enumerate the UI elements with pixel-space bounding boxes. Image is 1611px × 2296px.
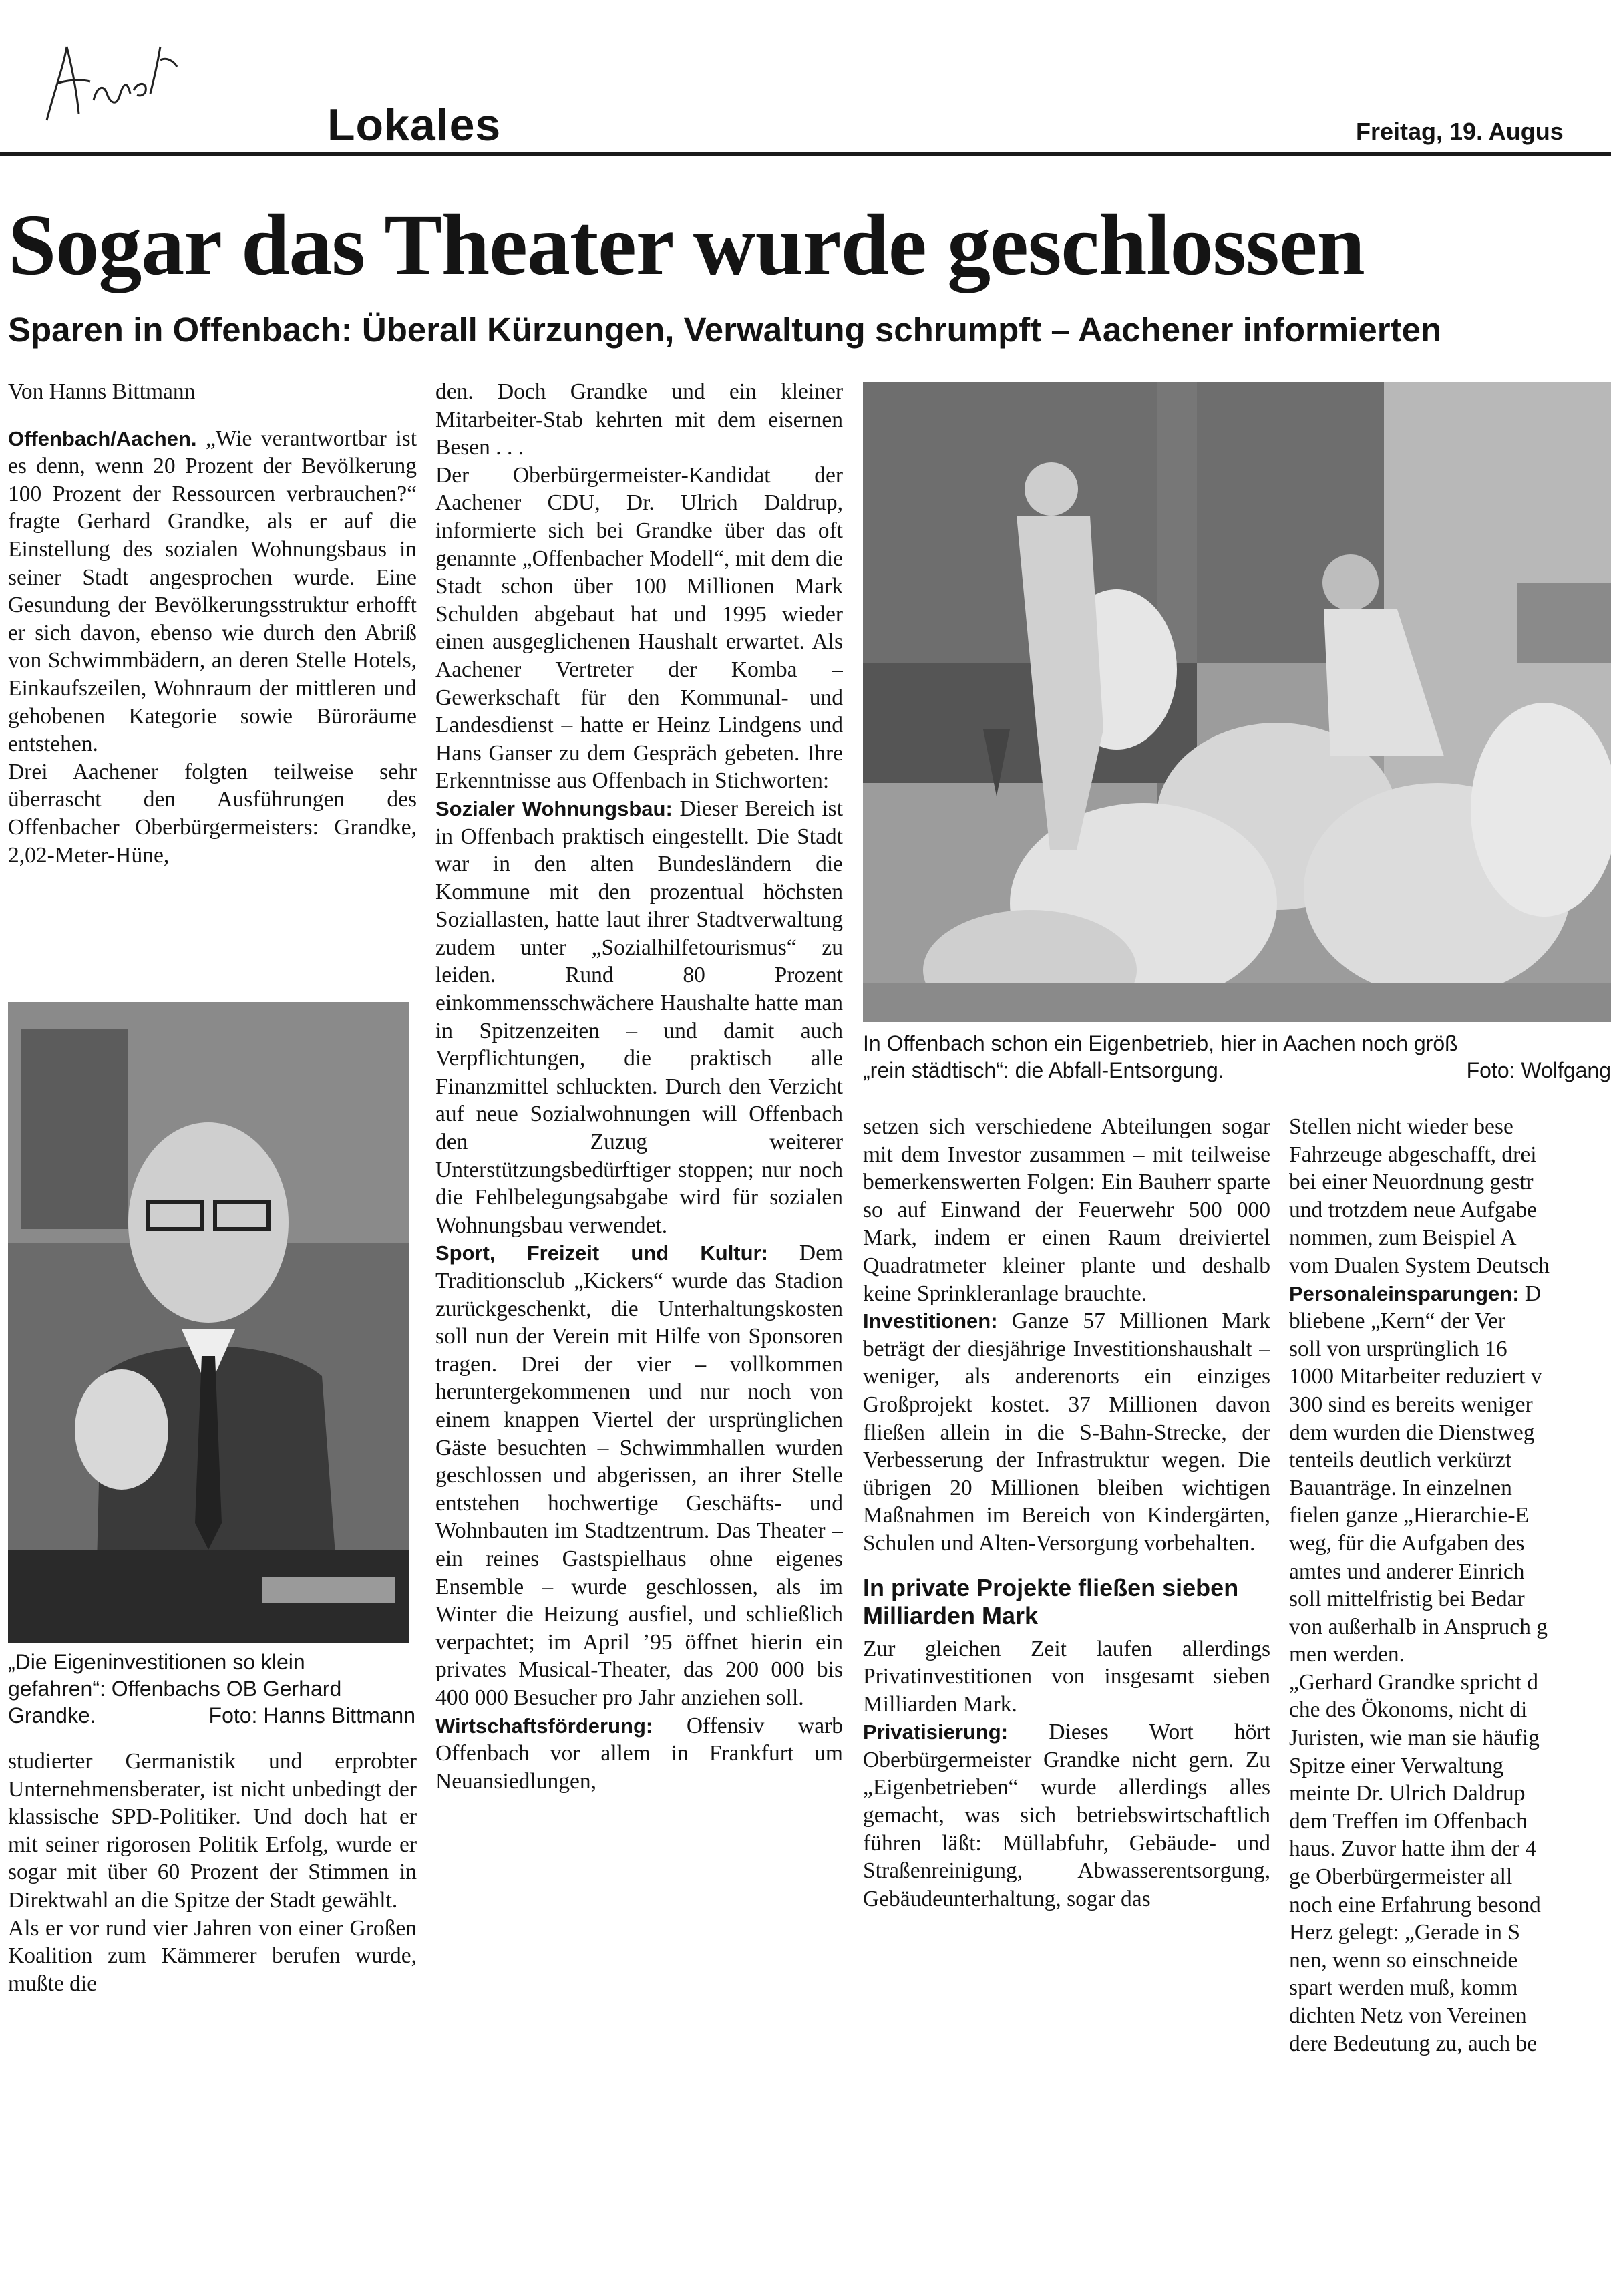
- paragraph-text: 1000 Mitarbeiter reduziert v: [1289, 1364, 1542, 1389]
- paragraph: [1289, 1752, 1611, 1780]
- paragraph-text: „Gerhard Grandke spricht d: [1289, 1669, 1538, 1695]
- paragraph: [1289, 1891, 1611, 1919]
- paragraph-text: Fahrzeuge abgeschafft, drei: [1289, 1142, 1537, 1167]
- paragraph: [863, 1635, 1270, 1719]
- paragraph-keyword: Privatisierung:: [863, 1720, 1009, 1744]
- column-3-text: [863, 1113, 1270, 1558]
- paragraph: [1289, 1835, 1611, 1863]
- paragraph-text: bliebene „Kern“ der Ver: [1289, 1309, 1505, 1334]
- paragraph-text: Der Oberbürgermeister-Kandidat der Aachener CDU, Dr. Ulrich Daldrup, informierte sich bei Grandke über das oft genannte „Offenbacher Modell“, mit dem die Stadt schon über 100 Millionen Mark Schulden abgebaut hat und 1995 wieder einen ausgeglichenen Haushalt erwartet. Als Aachener Vertreter der Komba – Gewerkschaft für den Kommunal- und Landesdienst – hatte er Heinz Lindgens und Hans Ganser zu dem Gespräch gebeten. Ihre Erkenntnisse aus Offenbach in Stichworten:: [435, 462, 843, 794]
- paragraph-keyword: Investitionen:: [863, 1309, 998, 1333]
- column-3-after-text: [863, 1635, 1270, 1913]
- column-2: [435, 378, 843, 2108]
- paragraph-text: von außerhalb in Anspruch g: [1289, 1614, 1548, 1639]
- portrait-caption: [8, 1649, 415, 1729]
- paragraph-keyword: Wirtschaftsförderung:: [435, 1713, 653, 1738]
- paragraph-text: soll mittelfristig bei Bedar: [1289, 1587, 1525, 1612]
- paragraph-keyword: Personaleinsparungen:: [1289, 1281, 1519, 1305]
- paragraph: [8, 1915, 417, 1998]
- paragraph: [1289, 1419, 1611, 1447]
- column-4: [1289, 1113, 1611, 2108]
- paragraph-text: „Wie verantwortbar ist es denn, wenn 20 Prozent der Bevölkerung 100 Prozent der Ressourcen verbrauchen?“ fragte Gerhard Grandke, als er auf die Einstellung des sozialen Wohnungsbaus in seiner Stadt angesprochen wurde. Eine Gesundung der Bevölkerungsstruktur erhofft er sich davon, ebenso wie durch den Abriß von Schwimmbädern, an deren Stelle Hotels, Einkaufszeilen, Wohnraum der mittleren und gehobenen Kategorie sowie Büroräume entstehen.: [8, 426, 417, 757]
- paragraph-text: fielen ganze „Hierarchie-E: [1289, 1503, 1529, 1528]
- paragraph: [1289, 1669, 1611, 1697]
- garbage-collection-image: [863, 382, 1611, 1022]
- photo-caption-row: [863, 1057, 1611, 1084]
- paragraph-text: che des Ökonoms, nicht di: [1289, 1697, 1528, 1723]
- paragraph: [1289, 1168, 1611, 1196]
- column-1-top-text: [8, 425, 417, 870]
- paragraph: [863, 1113, 1270, 1307]
- portrait-photo: [8, 1002, 409, 1643]
- paragraph: [1289, 1974, 1611, 2002]
- portrait-photo-credit: Foto: Hanns Bittmann: [208, 1703, 415, 1728]
- paragraph-text: amtes und anderer Einrich: [1289, 1559, 1525, 1584]
- paragraph-text: Drei Aachener folgten teilweise sehr überrascht den Ausführungen des Offenbacher Oberbürgermeisters: Grandke, 2,02-Meter-Hüne,: [8, 759, 417, 868]
- paragraph: [1289, 1724, 1611, 1752]
- paragraph-text: Dem Traditionsclub „Kickers“ wurde das Stadion zurückgeschenkt, die Unterhaltungskosten soll nun der Verein mit Hilfe von Sponsoren tragen. Drei der vier – vollkommen heruntergekommenen und nur noch von einem knappen Viertel der ursprünglichen Gäste besuchten – Schwimmhallen wurden geschlossen und abgerissen, an ihrer Stelle entstehen hochwertige Geschäfts- und Wohnbauten im Stadtzentrum. Das Theater – ein reines Gastspielhaus ohne eigenes Ensemble – wurde geschlossen, als im Winter die Heizung ausfiel, und schließlich verpachtet; im April ’95 öffnet hierin ein privates Musical-Theater, das 200 000 bis 400 000 Besucher pro Jahr anziehen soll.: [435, 1241, 843, 1710]
- handwritten-note: [27, 20, 187, 134]
- paragraph-text: Dieser Bereich ist in Offenbach praktisch eingestellt. Die Stadt war in den alten Bundesländern die Kommune mit den prozentual höchsten Soziallasten, hatte laut ihrer Stadtverwaltung zudem unter „Sozialhilfetourismus“ zu leiden. Rund 80 Prozent einkommensschwächere Haushalte hatte man in Spitzenzeiten – und damit auch Verpflichtungen, die praktisch alle Finanzmittel schluckten. Durch den Verzicht auf neue Sozialwohnungen will Offenbach den Zuzug weiterer Unterstützungsbedürftiger stoppen; nur noch die Fehlbelegungsabgabe wird für sozialen Wohnungsbau verwendet.: [435, 796, 843, 1238]
- paragraph: [1289, 1780, 1611, 1808]
- paragraph: [1289, 1224, 1611, 1252]
- paragraph-text: ge Oberbürgermeister all: [1289, 1864, 1513, 1890]
- paragraph: [1289, 1252, 1611, 1280]
- paragraph-text: nommen, zum Beispiel A: [1289, 1225, 1517, 1251]
- paragraph: [1289, 1808, 1611, 1836]
- portrait-caption-line: „Die Eigeninvestitionen so klein: [8, 1650, 305, 1674]
- paragraph: [1289, 1641, 1611, 1669]
- paragraph-text: Spitze einer Verwaltung: [1289, 1753, 1504, 1778]
- paragraph: [1289, 1446, 1611, 1474]
- paragraph-keyword: Sozialer Wohnungsbau:: [435, 796, 673, 820]
- paragraph-text: soll von ursprünglich 16: [1289, 1336, 1507, 1361]
- paragraph-text: Als er vor rund vier Jahren von einer Großen Koalition zum Kämmerer berufen wurde, mußte die: [8, 1915, 417, 1996]
- paragraph-text: dere Bedeutung zu, auch be: [1289, 2031, 1538, 2056]
- column-4-text: [1289, 1113, 1611, 2058]
- paragraph-text: Zur gleichen Zeit laufen allerdings Privatinvestitionen von insgesamt sieben Milliarden Mark.: [863, 1636, 1270, 1717]
- paragraph-text: Dieses Wort hört Oberbürgermeister Grandke nicht gern. Zu „Eigenbetrieben“ wurde allerdings alles gemacht, was sich betriebswirtschaftlich führen läßt: Müllabfuhr, Gebäude- und Straßenreinigung, Abwasserentsorgung, Gebäudeunterhaltung, sogar das: [863, 1719, 1270, 1911]
- column-2-text: [435, 378, 843, 1795]
- paragraph-text: Stellen nicht wieder bese: [1289, 1114, 1513, 1139]
- paragraph-text: 300 sind es bereits weniger: [1289, 1391, 1533, 1417]
- paragraph: [435, 1239, 843, 1711]
- paragraph: [1289, 1307, 1611, 1335]
- paragraph: [1289, 1474, 1611, 1502]
- paragraph: [1289, 1363, 1611, 1391]
- paragraph-text: Juristen, wie man sie häufig: [1289, 1726, 1540, 1751]
- paragraph-text: setzen sich verschiedene Abteilungen sogar mit dem Investor zusammen – mit teilweise bemerkenswerten Folgen: Ein Bauherr sparte so auf Einwand der Feuerwehr 500 000 Mark, indem er einen Raum dreiviertel Quadratmeter kleiner plante und deshalb keine Sprinkleranlage brauchte.: [863, 1114, 1270, 1306]
- paragraph-text: spart werden muß, komm: [1289, 1975, 1518, 2001]
- column-1-bottom-text: [8, 1748, 417, 1997]
- paragraph: [435, 462, 843, 795]
- paragraph: [1289, 1863, 1611, 1891]
- photo-caption-line: „rein städtisch“: die Abfall-Entsorgung.: [863, 1058, 1224, 1082]
- paragraph: [1289, 1919, 1611, 1947]
- paragraph-text: bei einer Neuordnung gestr: [1289, 1170, 1534, 1195]
- paragraph: [1289, 2030, 1611, 2058]
- paragraph-text: dem wurden die Dienstweg: [1289, 1420, 1535, 1445]
- paragraph: [1289, 1391, 1611, 1419]
- paragraph: [1289, 1530, 1611, 1558]
- section-title: Lokales: [327, 100, 502, 150]
- portrait-caption-line: gefahren“: Offenbachs OB Gerhard: [8, 1677, 342, 1701]
- paragraph: [1289, 1280, 1611, 1308]
- paragraph-text: D: [1519, 1281, 1542, 1306]
- paragraph-text: tenteils deutlich verkürzt: [1289, 1448, 1512, 1473]
- paragraph: [435, 1712, 843, 1796]
- garbage-collection-photo: [863, 382, 1611, 1022]
- paragraph-text: weg, für die Aufgaben des: [1289, 1530, 1525, 1556]
- paragraph: [1289, 1613, 1611, 1641]
- paragraph: [8, 425, 417, 758]
- paragraph-text: dem Treffen im Offenbach: [1289, 1808, 1528, 1834]
- paragraph: [1289, 1196, 1611, 1224]
- paragraph-text: den. Doch Grandke und ein kleiner Mitarbeiter-Stab kehrten mit dem eisernen Besen . . .: [435, 379, 843, 460]
- paragraph: [863, 1718, 1270, 1913]
- headline: Sogar das Theater wurde geschlossen: [8, 197, 1365, 293]
- paragraph-text: dichten Netz von Vereinen: [1289, 2003, 1527, 2028]
- paragraph: [435, 378, 843, 462]
- portrait-caption-row: [8, 1702, 415, 1729]
- column-3-subheading: In private Projekte fließen sieben Milliarden Mark: [863, 1573, 1239, 1629]
- portrait-caption-line: Grandke.: [8, 1703, 96, 1728]
- paragraph-text: Ganze 57 Millionen Mark beträgt der diesjährige Investitionshaushalt – weniger, als anderenorts ein einziges Großprojekt kostet. 37 Millionen davon fließen allein in die S-Bahn-Strecke, der Verbesserung der Infrastruktur wegen. Die übrigen 20 Millionen bleiben wichtigen Maßnahmen im Bereich von Kindergärten, Schulen und Alten-Versorgung vorbehalten.: [863, 1309, 1270, 1556]
- page-bottom-margin: [0, 2104, 1611, 2296]
- photo-caption-line: In Offenbach schon ein Eigenbetrieb, hier in Aachen noch größ: [863, 1031, 1458, 1055]
- photo-credit: Foto: Wolfgang: [1466, 1058, 1611, 1082]
- issue-date: Freitag, 19. Augus: [1356, 118, 1564, 145]
- paragraph-text: haus. Zuvor hatte ihm der 4: [1289, 1836, 1537, 1862]
- paragraph: [1289, 1947, 1611, 1975]
- paragraph: [1289, 1558, 1611, 1586]
- paragraph: [1289, 1502, 1611, 1530]
- paragraph-text: men werden.: [1289, 1642, 1405, 1667]
- subheadline: Sparen in Offenbach: Überall Kürzungen, Verwaltung schrumpft – Aachener informierten: [8, 311, 1442, 349]
- paragraph: [1289, 1585, 1611, 1613]
- paragraph-text: Offensiv warb Offenbach vor allem in Frankfurt um Neuansiedlungen,: [435, 1713, 843, 1794]
- paragraph: [1289, 1141, 1611, 1169]
- paragraph-keyword: Sport, Freizeit und Kultur:: [435, 1241, 768, 1265]
- header-rule: [0, 152, 1611, 156]
- paragraph-text: und trotzdem neue Aufgabe: [1289, 1197, 1538, 1222]
- paragraph: [1289, 2002, 1611, 2030]
- paragraph: [1289, 1113, 1611, 1141]
- paragraph-text: studierter Germanistik und erprobter Unternehmensberater, ist nicht unbedingt der klassische SPD-Politiker. Und doch hat er mit seiner rigorosen Politik Erfolg, wurde er sogar mit über 60 Prozent der Stimmen in Direktwahl an die Spitze der Stadt gewählt.: [8, 1749, 417, 1913]
- photo-caption: [863, 1030, 1611, 1084]
- column-1-top: [8, 378, 417, 999]
- portrait-image: [8, 1002, 409, 1643]
- paragraph-text: vom Dualen System Deutsch: [1289, 1253, 1550, 1278]
- paragraph-text: meinte Dr. Ulrich Daldrup: [1289, 1781, 1526, 1806]
- paragraph: [1289, 1335, 1611, 1363]
- paragraph: [435, 795, 843, 1240]
- paragraph-text: Herz gelegt: „Gerade in S: [1289, 1920, 1521, 1945]
- paragraph-text: nen, wenn so einschneide: [1289, 1947, 1518, 1973]
- paragraph-text: noch eine Erfahrung besond: [1289, 1892, 1541, 1917]
- paragraph: [8, 758, 417, 869]
- column-1-bottom: [8, 1748, 417, 2108]
- paragraph: [863, 1307, 1270, 1557]
- byline: Von Hanns Bittmann: [8, 379, 196, 404]
- paragraph-keyword: Offenbach/Aachen.: [8, 426, 197, 450]
- paragraph: [8, 1748, 417, 1915]
- paragraph: [1289, 1696, 1611, 1724]
- column-3: [863, 1113, 1270, 2108]
- paragraph-text: Bauanträge. In einzelnen: [1289, 1475, 1512, 1500]
